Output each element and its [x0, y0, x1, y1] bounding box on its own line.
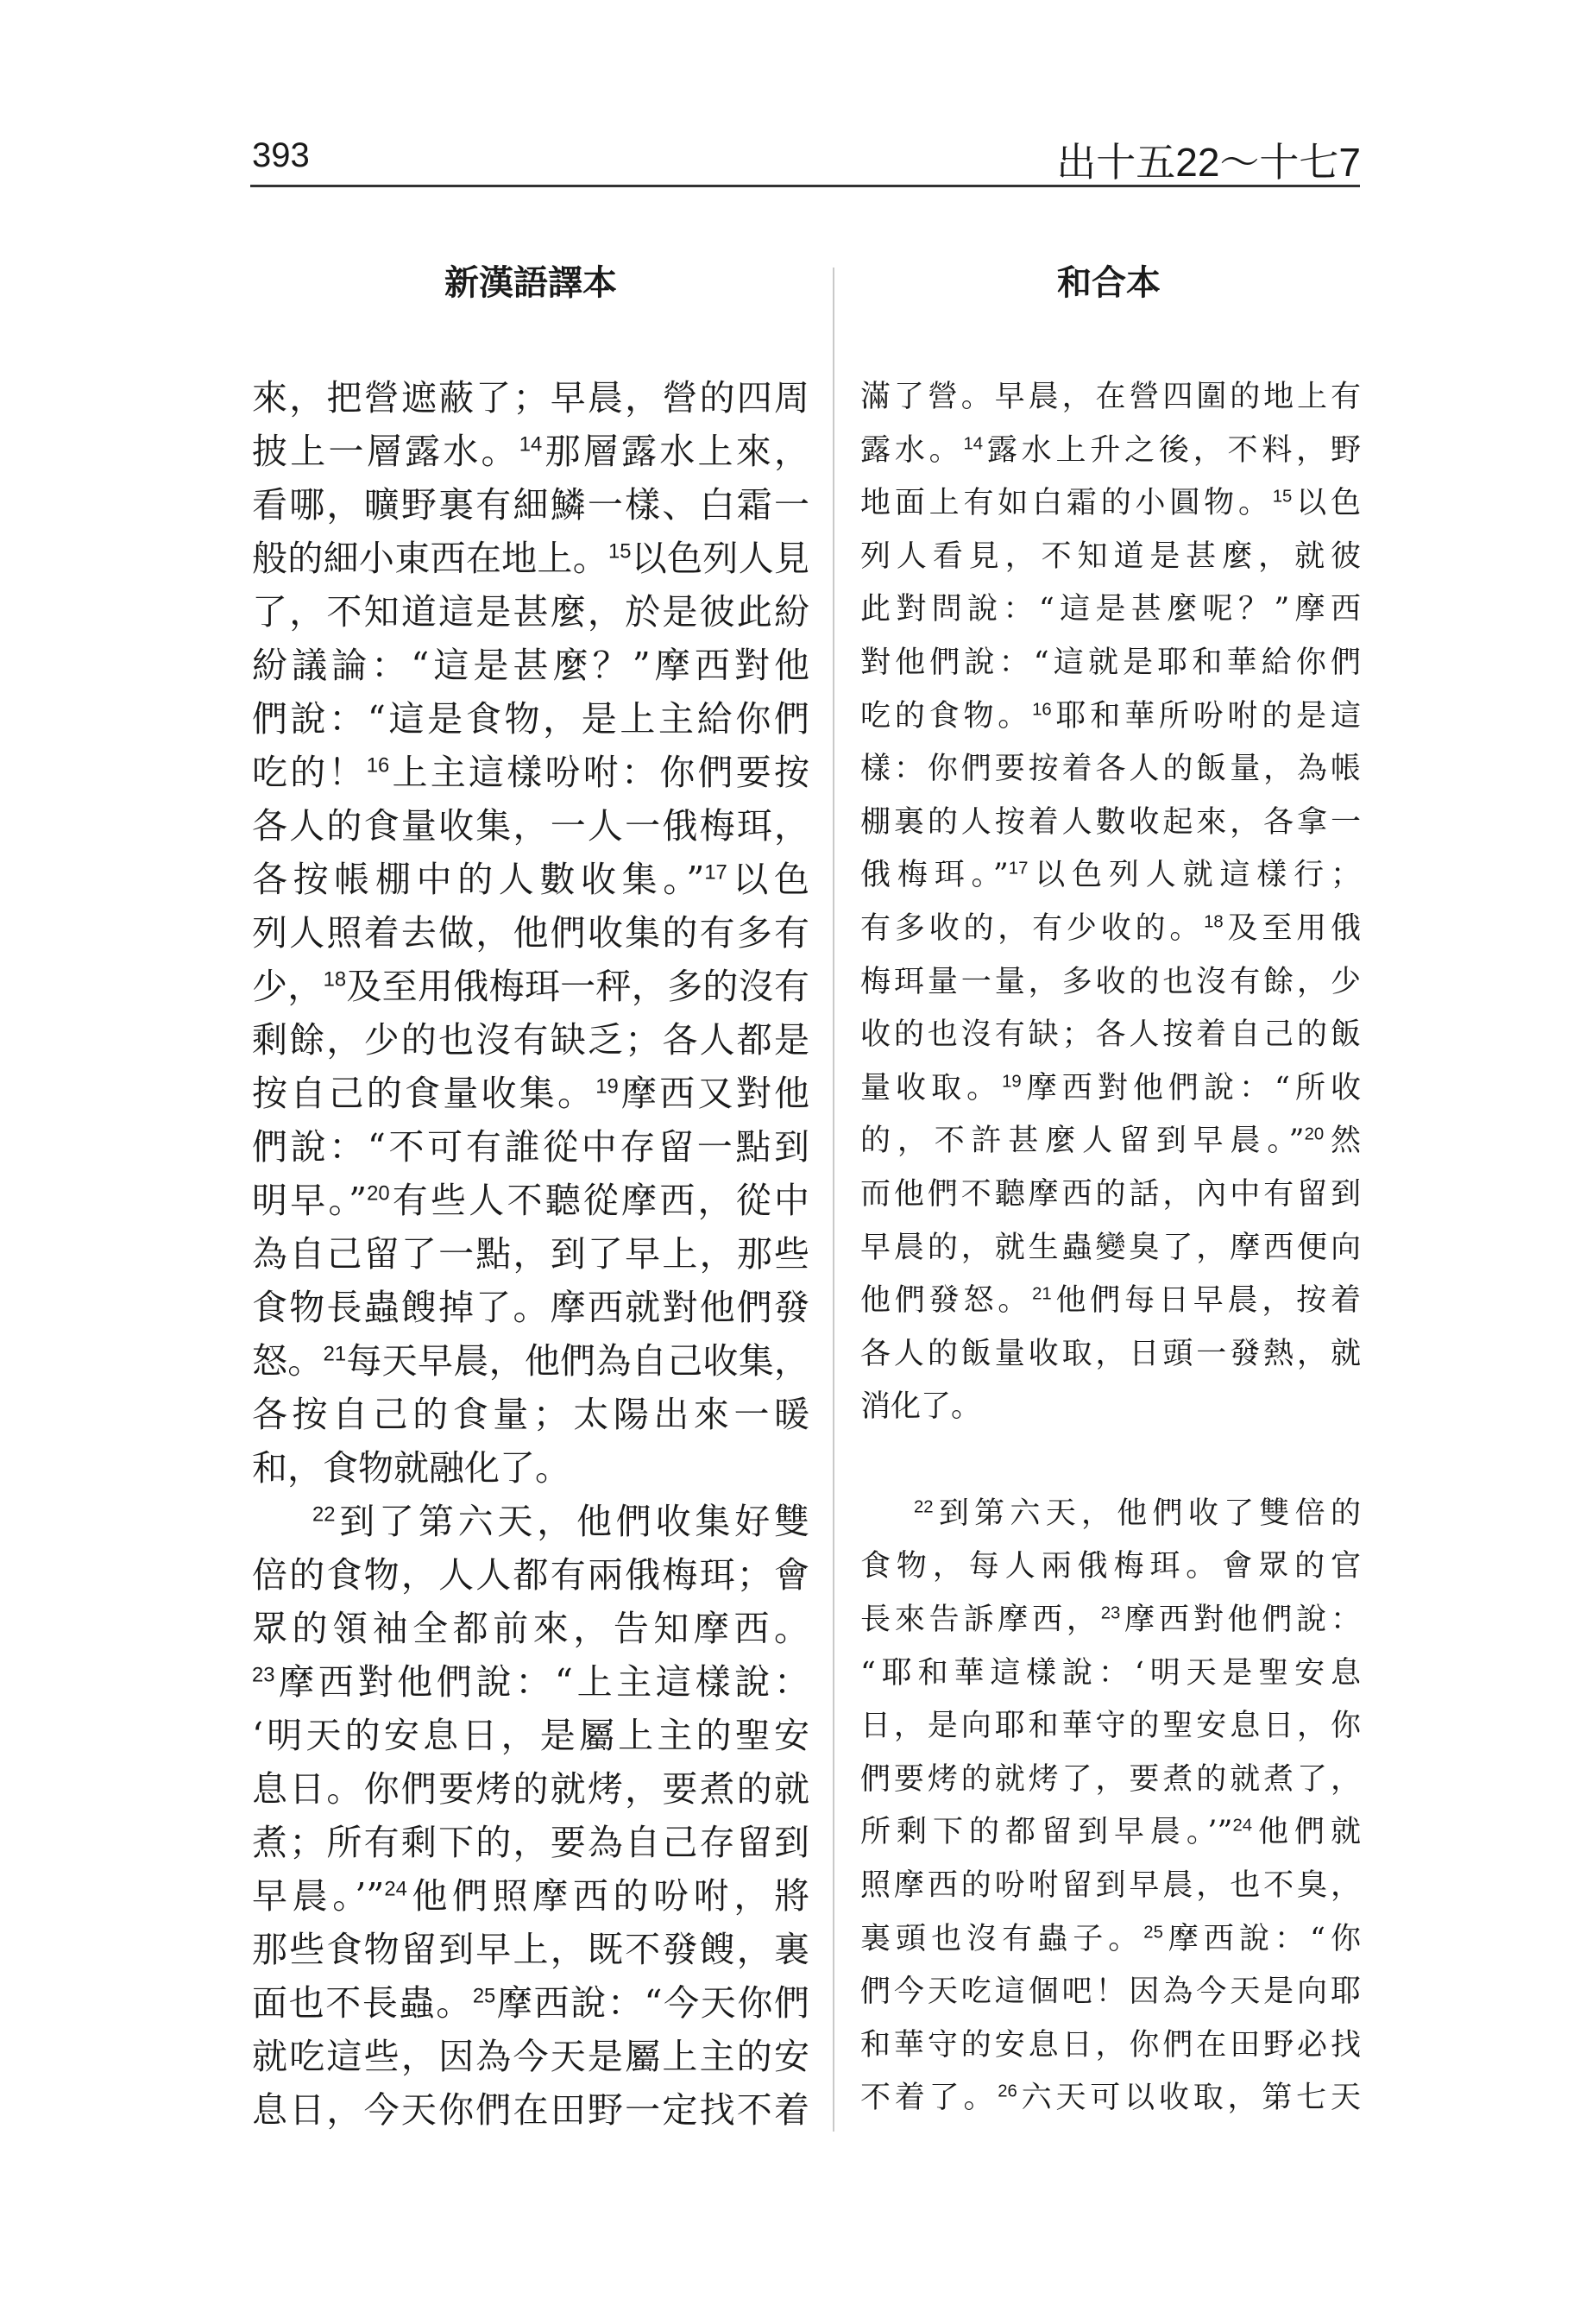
verse-number: 23	[1100, 1603, 1121, 1623]
text-line: 們今天吃這個吧！因為今天是向耶	[860, 1974, 1361, 2010]
header-rule	[250, 185, 1360, 187]
text-line: 俄梅珥。”$^{17}$以色列人就這樣行；	[860, 858, 1361, 893]
paragraph	[860, 371, 1361, 1434]
verse-number: 21	[1032, 1284, 1052, 1304]
text-line: 梅珥量一量，多收的也沒有餘，少	[860, 964, 1361, 999]
paragraph	[252, 1495, 809, 2137]
text-line: 列人照着去做，他們收集的有多有	[252, 912, 809, 954]
verse-number: 17	[704, 860, 727, 885]
text-line: 紛議論：“這是甚麼？”摩西對他	[252, 645, 809, 686]
text-line: 就吃這些，因為今天是屬上主的安	[252, 2036, 809, 2077]
text-line: 此對問說：“這是甚麼呢？”摩西	[860, 592, 1361, 627]
text-line: 長來告訴摩西，$^{23}$摩西對他們說：	[860, 1603, 1361, 1638]
verse-number: 24	[1232, 1816, 1252, 1836]
text-line: “耶和華這樣說：‘明天是聖安息	[860, 1655, 1361, 1691]
text-line: 面也不長蟲。$^{25}$摩西說：“今天你們	[252, 1982, 809, 2024]
text-line: 而他們不聽摩西的話，內中有留到	[860, 1176, 1361, 1212]
text-line: 息日，今天你們在田野一定找不着	[252, 2089, 809, 2131]
text-line: 剩餘，少的也沒有缺乏；各人都是	[252, 1019, 809, 1061]
text-line: 各按帳棚中的人數收集。”$^{17}$以色	[252, 859, 809, 900]
text-line: 為自己留了一點，到了早上，那些	[252, 1233, 809, 1275]
verse-number: 22	[914, 1497, 934, 1517]
verse-number: 21	[323, 1342, 347, 1366]
text-line: 裏頭也沒有蟲子。$^{25}$摩西說：“你	[860, 1921, 1361, 1956]
text-line: 那些食物留到早上，既不發餿，裏	[252, 1929, 809, 1970]
text-line: 早晨。’”$^{24}$他們照摩西的吩咐，將	[252, 1875, 809, 1917]
verse-number: 17	[1008, 859, 1029, 879]
text-line: 吃的！$^{16}$上主這樣吩咐：你們要按	[252, 752, 810, 793]
text-line: $^{23}$摩西對他們說：“上主這樣說：	[252, 1661, 809, 1703]
text-line: 吃的食物。$^{16}$耶和華所吩咐的是這	[860, 698, 1361, 734]
text-line: 披上一層露水。$^{14}$那層露水上來，	[252, 431, 809, 472]
text-line: 棚裏的人按着人數收起來，各拿一	[860, 804, 1361, 840]
text-line: ‘明天的安息日，是屬上主的聖安	[252, 1715, 809, 1756]
text-line: 對他們說：“這就是耶和華給你們	[860, 645, 1361, 680]
right-column-text	[860, 371, 1361, 2126]
text-line: 煮；所有剩下的，要為自己存留到	[252, 1822, 809, 1863]
text-line: 們說：“不可有誰從中存留一點到	[252, 1126, 809, 1168]
text-line: 各人的飯量收取，日頭一發熱，就	[860, 1336, 1361, 1371]
text-line: 眾的領袖全都前來，告知摩西。	[252, 1608, 809, 1649]
verse-number: 19	[1002, 1072, 1022, 1092]
verse-number: 20	[1304, 1124, 1325, 1144]
verse-number: 18	[1204, 912, 1224, 932]
verse-number: 15	[1272, 487, 1293, 507]
paragraph	[252, 371, 809, 1495]
text-line: 般的細小東西在地上。$^{15}$以色列人見	[252, 538, 810, 579]
verse-number: 18	[323, 967, 347, 992]
text-line: 倍的食物，人人都有兩俄梅珥；會	[252, 1554, 809, 1596]
text-line: 看哪，曠野裏有細鱗一樣、白霜一	[252, 484, 809, 526]
text-line: 少，$^{18}$及至用俄梅珥一秤，多的沒有	[252, 966, 809, 1007]
text-line: 有多收的，有少收的。$^{18}$及至用俄	[860, 910, 1361, 946]
verse-number: 14	[519, 432, 543, 457]
text-line: 了，不知道這是甚麼，於是彼此紛	[252, 591, 809, 633]
text-line: 收的也沒有缺；各人按着自己的飯	[860, 1017, 1361, 1053]
text-line: 各按自己的食量；太陽出來一暖	[252, 1394, 809, 1435]
text-line: 早晨的，就生蟲變臭了，摩西便向	[860, 1230, 1361, 1265]
text-line: 食物長蟲餿掉了。摩西就對他們發	[252, 1287, 809, 1328]
text-line: 息日。你們要烤的就烤，要煮的就	[252, 1768, 809, 1810]
text-line: 滿了營。早晨，在營四圍的地上有	[860, 380, 1361, 414]
text-line: 按自己的食量收集。$^{19}$摩西又對他	[252, 1073, 810, 1114]
verse-number: 25	[472, 1984, 496, 2008]
text-line: 的，不許甚麼人留到早晨。”$^{20}$然	[860, 1124, 1361, 1159]
text-line: 食物，每人兩俄梅珥。會眾的官	[860, 1549, 1361, 1584]
verse-number: 15	[608, 539, 632, 564]
left-column-text	[252, 371, 809, 2137]
text-line: 量收取。$^{19}$摩西對他們說：“所收	[860, 1070, 1361, 1105]
text-line: 他們發怒。$^{21}$他們每日早晨，按着	[860, 1283, 1361, 1319]
verse-number: 24	[384, 1877, 407, 1901]
text-line: 們要烤的就烤了，要煮的就煮了，	[860, 1761, 1361, 1797]
text-line: 日，是向耶和華守的聖安息日，你	[860, 1709, 1361, 1744]
text-line: 和，食物就融化了。	[252, 1447, 570, 1489]
running-head: 出十五22～十七7	[1056, 140, 1361, 185]
verse-number: 16	[1032, 699, 1052, 719]
verse-number: 22	[312, 1502, 336, 1527]
column-title-left: 新漢語譯本	[444, 263, 617, 303]
page-number: 393	[252, 136, 310, 174]
text-line: 明早。”$^{20}$有些人不聽從摩西，從中	[252, 1180, 809, 1221]
text-line: $^{22}$到了第六天，他們收集好雙	[312, 1501, 809, 1542]
text-line: 怒。$^{21}$每天早晨，他們為自己收集，	[252, 1340, 809, 1382]
text-line: 來，把營遮蔽了；早晨，營的四周	[252, 377, 809, 419]
verse-number: 23	[252, 1663, 275, 1687]
text-line: 們說：“這是食物，是上主給你們	[252, 698, 809, 740]
text-line: 不着了。$^{26}$六天可以收取，第七天	[860, 2081, 1361, 2116]
verse-number: 19	[595, 1074, 619, 1099]
verse-number: 26	[998, 2082, 1017, 2101]
text-line: 地面上有如白霜的小圓物。$^{15}$以色	[860, 486, 1361, 521]
text-line: 露水。$^{14}$露水上升之後，不料，野	[860, 432, 1361, 468]
text-line: 樣：你們要按着各人的飯量，為帳	[860, 752, 1361, 787]
paragraph	[860, 1488, 1361, 2126]
text-line: 消化了。	[860, 1389, 982, 1425]
text-line: 和華守的安息日，你們在田野必找	[860, 2027, 1361, 2063]
column-divider	[833, 268, 834, 2132]
verse-number: 25	[1143, 1923, 1163, 1943]
verse-number: 16	[366, 753, 390, 778]
text-line: 所剩下的都留到早晨。’”$^{24}$他們就	[860, 1815, 1361, 1850]
verse-number: 20	[367, 1181, 390, 1206]
text-line: 列人看見，不知道是甚麼，就彼	[860, 538, 1361, 574]
text-line: 照摩西的吩咐留到早晨，也不臭，	[860, 1868, 1361, 1904]
text-line: 各人的食量收集，一人一俄梅珥，	[252, 805, 809, 847]
text-line: $^{22}$到第六天，他們收了雙倍的	[914, 1496, 1361, 1531]
verse-number: 14	[963, 434, 984, 454]
column-title-right: 和合本	[1057, 263, 1161, 303]
